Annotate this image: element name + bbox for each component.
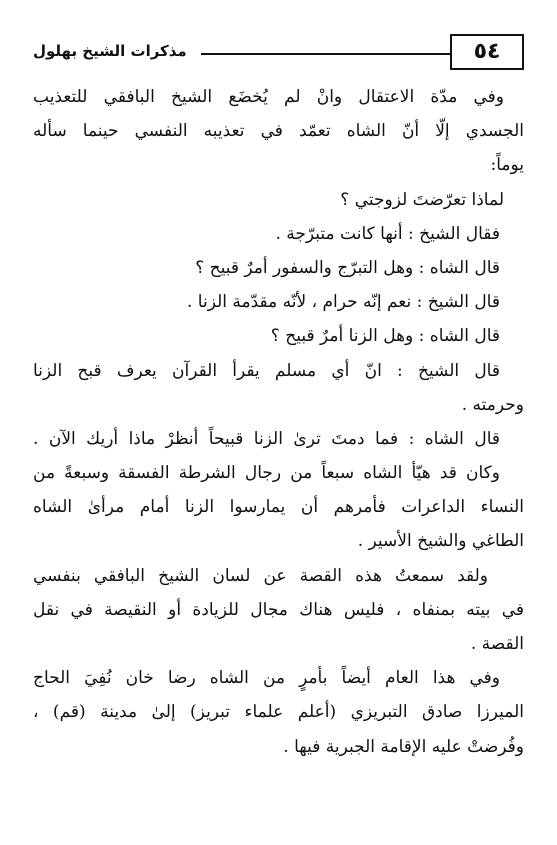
text-line: فقال الشيخ : أنها كانت متبرّجة . xyxy=(275,223,500,244)
text-line: قال الشيخ : نعم إنّه حرام ، لأنّه مقدّمة الزنا . xyxy=(186,292,500,313)
page-number: ٥٤ xyxy=(450,34,524,70)
page-body xyxy=(33,80,524,764)
header-rule xyxy=(201,53,450,55)
page-header xyxy=(33,34,524,74)
text-line: وكان قد هيّأ الشاه سبعاً من رجال الشرطة الفسقة وسبعةً من xyxy=(33,463,500,484)
text-line: ولقد سمعتُ هذه القصة عن لسان الشيخ البافقي بنفسي xyxy=(33,565,488,586)
text-line: الميرزا صادق التبريزي (أعلم علماء تبريز) إلىٰ مدينة (قم) ، xyxy=(33,702,524,723)
text-line: قال الشاه : فما دمتَ ترىٰ الزنا قبيحاً أنظرْ ماذا أريك الآن . xyxy=(33,428,500,449)
text-line: في بيته بمنفاه ، فليس هناك مجال للزيادة أو النقيصة في نقل xyxy=(33,599,524,620)
text-line: قال الشيخ : انّ أي مسلم يقرأ القرآن يعرف قبح الزنا xyxy=(33,360,500,381)
text-line: وفي هذا العام أيضاً بأمرٍ من الشاه رضا خان نُفِيَ الحاج xyxy=(33,668,500,689)
running-title: مذكرات الشيخ بهلول xyxy=(33,42,187,60)
text-line: القصة . xyxy=(470,634,524,654)
text-line: الطاغي والشيخ الأسير . xyxy=(357,531,524,552)
text-line: الجسدي إلّا أنّ الشاه تعمّد في تعذيبه النفسي حينما سأله xyxy=(33,121,524,142)
text-line: قال الشاه : وهل الزنا أمرٌ قبيح ؟ xyxy=(270,326,500,347)
text-line: وفي مدّة الاعتقال وانْ لم يُخضَع الشيخ البافقي للتعذيب xyxy=(33,87,504,107)
text-line: النساء الداعرات فأمرهم أن يمارسوا الزنا أمام مرأىٰ الشاه xyxy=(33,497,524,518)
text-line: لماذا تعرّضتَ لزوجتي ؟ xyxy=(340,189,504,210)
text-line: وفُرضتْ عليه الإقامة الجبرية فيها . xyxy=(283,736,524,757)
text-line: يوماً: xyxy=(490,155,524,176)
text-line: قال الشاه : وهل التبرّج والسفور أمرٌ قبيح ؟ xyxy=(195,257,500,278)
text-line: وحرمته . xyxy=(461,394,524,415)
